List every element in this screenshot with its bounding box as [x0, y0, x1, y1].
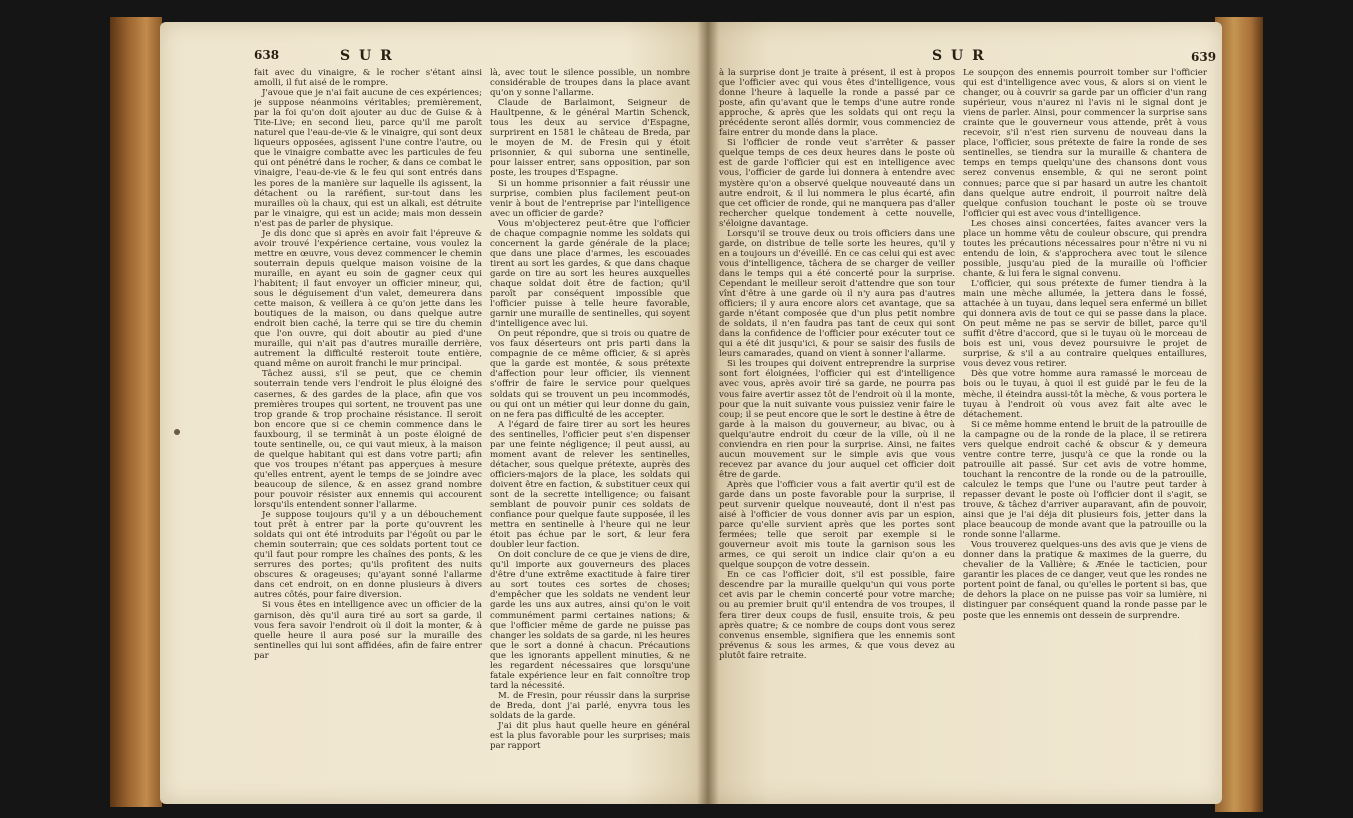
paragraph: Dès que votre homme aura ramassé le morceau de bois ou le tuyau, à quoi il est guidé par le feu de la mèche, il éteindra aussi-tôt la mèche, & vous portera le tuyau à l'endroit où vous avez fait alte avec le détachement. [963, 369, 1207, 420]
paragraph: Si les troupes qui doivent entreprendre la surprise sont fort éloignées, l'officier qui est d'intelligence avec vous, après avoir tiré sa garde, ne pourra pas vous faire avertir assez tôt de l'endroit où il la monte, pour que la nuit suivante vous puissiez venir faire le coup; il se peut encore que le sort le destine à être de garde à la maison du gouverneur, au bivac, ou à quelqu'autre endroit du cœur de la ville, où il ne conviendra en rien pour la surprise. Ainsi, ne faites aucun mouvement sur le simple avis que vous recevez par avance du jour auquel cet officier doit être de garde. [719, 359, 955, 480]
paragraph: fait avec du vinaigre, & le rocher s'étant ainsi amolli, il fut aisé de le rompre. [254, 68, 482, 89]
right-column-2 [963, 68, 1207, 790]
right-column-1 [719, 68, 955, 790]
paragraph: Si un homme prisonnier a fait réussir une surprise, combien plus facilement peut-on venir à bout de l'entreprise par l'intelligence avec un officier de garde? [490, 178, 690, 219]
right-page-number: 639 [1191, 50, 1217, 64]
book-gutter [697, 22, 719, 804]
page-mark [174, 429, 180, 435]
paragraph: Claude de Barlaimont, Seigneur de Haultpenne, & le général Martin Schenck, tous les deux au service d'Espagne, surprirent en 1581 le château de Breda, par le moyen de M. de Fresin qui y étoit prisonnier, & qui suborna une sentinelle, pour laisser entrer, sans opposition, par son poste, les troupes d'Espagne. [490, 98, 690, 179]
paragraph: Le soupçon des ennemis pourroit tomber sur l'officier qui est d'intelligence avec vous, & alors si on vient le changer, ou à couvrir sa garde par un officier d'un rang supérieur, vous n'aurez ni l'avis ni le signal dont je viens de parler. Ainsi, pour commencer la surprise sans crainte que le gouverneur vous attende, prêt à vous recevoir, s'il n'est rien survenu de nouveau dans la place, l'officier, sous prétexte de faire la ronde de ses sentinelles, se tiendra sur la muraille & chantera de temps en temps quelqu'une des chansons dont vous serez convenus ensemble, & qui ne seront point connues; parce que si par hasard un autre les chantoit dans quelque autre endroit, il pourroit naître delà quelque confusion touchant le poste où se trouve l'officier qui est avec vous d'intelligence. [963, 68, 1207, 219]
paragraph: J'ai dit plus haut quelle heure en général est la plus favorable pour les surprises; mais par rapport [490, 721, 690, 752]
paragraph: Après que l'officier vous a fait avertir qu'il est de garde dans un poste favorable pour la surprise, il peut survenir quelque nouveauté, dont il n'est pas aisé à l'officier de vous donner avis par un espion, parce qu'elle survient après que les portes sont fermées; telle que seroit par exemple si le gouverneur avoit mis toute la garnison sous les armes, ce qui seroit un indice clair qu'on a eu quelque soupçon de votre dessein. [719, 479, 955, 571]
right-page [707, 22, 1222, 804]
paragraph: Je suppose toujours qu'il y a un débouchement tout prêt à entrer par la porte qu'ouvrent les soldats qui ont été introduits par l'égoût ou par le chemin souterrain; que ces soldats portent tout ce qu'il faut pour rompre les chaînes des ponts, & les serrures des portes; qu'ils profitent des nuits obscures & orageuses; qu'ayant sonné l'allarme dans cet endroit, on en donne plusieurs à divers autres côtés, pour faire diversion. [254, 510, 482, 601]
paragraph: M. de Fresin, pour réussir dans la surprise de Breda, dont j'ai parlé, enyvra tous les soldats de la garde. [490, 690, 690, 721]
paragraph: L'officier, qui sous prétexte de fumer tiendra à la main une mèche allumée, la jettera dans le fossé, attachée à un tuyau, dans lequel sera enfermé un billet qui donnera avis de tout ce qui se passe dans la place. On peut même ne pas se servir de billet, parce qu'il suffit d'être d'accord, que si le tuyau où le morceau de bois est uni, vous devez poursuivre le projet de surprise, & s'il a au contraire quelques entaillures, vous devez vous retirer. [963, 278, 1207, 370]
paragraph: A l'égard de faire tirer au sort les heures des sentinelles, l'officier peut s'en dispenser par une feinte négligence; il peut aussi, au moment avant de relever les sentinelles, détacher, sous quelque prétexte, auprès des officiers-majors de la place, les soldats qui doivent être en faction, & substituer ceux qui sont de la secrette intelligence; ou faisant semblant de pouvoir punir ces soldats de confiance pour quelque faute supposée, il les mettra en sentinelle à l'heure qui ne leur étoit pas échue par le sort, & leur fera doubler leur faction. [490, 419, 690, 551]
left-page-edges [110, 17, 162, 807]
paragraph: On doit conclure de ce que je viens de dire, qu'il importe aux gouverneurs des places d'être d'une extrême exactitude à faire tirer au sort toutes ces sortes de choses; d'empêcher que les soldats ne vendent leur garde les uns aux autres, ainsi qu'on le voit communément parmi certaines nations; & que l'officier même de garde ne puisse pas changer les soldats de sa garde, ni les heures que le sort a donné à chacun. Précautions que les ignorants appellent minuties, & ne les regardent nécessaires que lorsqu'une fatale expérience leur en fait connoître trop tard la nécessité. [490, 550, 690, 691]
left-page [160, 22, 707, 804]
left-page-number: 638 [254, 48, 280, 62]
right-running-head: S U R [932, 48, 986, 64]
left-column-1 [254, 68, 482, 790]
paragraph: On peut répondre, que si trois ou quatre de vos faux déserteurs ont pris parti dans la compagnie de ce même officier, & si après que la garde est montée, & sous prétexte d'affection pour leur officier, ils viennent s'offrir de faire le service pour quelques soldats qui se trouvent un peu incommodés, ou qui ont un métier qui leur donne du gain, on ne fera pas difficulté de les accepter. [490, 329, 690, 420]
paragraph: à la surprise dont je traite à présent, il est à propos que l'officier avec qui vous êtes d'intelligence, vous donne l'heure à laquelle la ronde a passé par ce poste, afin qu'avant que le temps d'une autre ronde approche, & après que les soldats qui ont reçu la précédente seront allés dormir, vous commenciez de faire entrer du monde dans la place. [719, 68, 955, 139]
right-page-edges [1215, 17, 1263, 812]
paragraph: Vous m'objecterez peut-être que l'officier de chaque compagnie nomme les soldats qui concernent la garde générale de la place; que dans une place d'armes, les escouades tirent au sort les gardes, & que dans chaque garde on tire au sort les heures auxquelles chaque soldat doit être de faction; qu'il paroît par conséquent impossible que l'officier puisse à telle heure favorable, garnir une muraille de sentinelles, qui soyent d'intelligence avec lui. [490, 218, 690, 330]
paragraph: Vous trouverez quelques-uns des avis que je viens de donner dans la pratique & maximes de la guerre, du chevalier de la Vallière; & Ænée le tacticien, pour garantir les places de ce danger, veut que les rondes ne portent point de fanal, ou qu'elles le portent si bas, que de dehors la place on ne puisse pas voir sa lumière, ni distinguer par conséquent quand la ronde passe par le poste que les ennemis ont dessein de surprendre. [963, 540, 1207, 621]
paragraph: Si l'officier de ronde veut s'arrêter & passer quelque temps de ces deux heures dans le poste où est de garde l'officier qui est en intelligence avec vous, l'officier de garde lui donnera à entendre avec mystère qu'on a observé quelque nouveauté dans un autre endroit, & il lui nommera le plus écarté, afin que cet officier de ronde, qui ne manquera pas d'aller rechercher quelque tondement à cette nouvelle, s'éloigne davantage. [719, 138, 955, 229]
paragraph: Si vous êtes en intelligence avec un officier de la garnison, dès qu'il aura tiré au sort sa garde, il vous fera savoir l'endroit où il doit la monter, & à quelle heure il aura posé sur la muraille des sentinelles qui lui sont affidées, afin de faire entrer par [254, 600, 482, 661]
paragraph: Les choses ainsi concertées, faites avancer vers la place un homme vêtu de couleur obscure, qui prendra toutes les précautions nécessaires pour n'être ni vu ni entendu de loin, & s'approchera avec tout le silence possible, jusqu'au pied de la muraille où l'officier chante, & lui fera le signal convenu. [963, 218, 1207, 279]
paragraph: En ce cas l'officier doit, s'il est possible, faire descendre par la muraille quelqu'un qui vous porte cet avis par le chemin concerté pour votre marche; ou au premier bruit qu'il entendra de vos troupes, il fera tirer deux coups de fusil, ensuite trois, & peu après quatre; & ce nombre de coups dont vous serez convenus ensemble, signifiera que les ennemis sont prévenus & sous les armes, & que vous devez au plutôt faire retraite. [719, 570, 955, 661]
left-column-2 [490, 68, 690, 790]
paragraph: Je dis donc que si après en avoir fait l'épreuve & avoir trouvé l'expérience certaine, vous voulez la mettre en œuvre, vous devez commencer le chemin souterrain depuis quelque maison voisine de la muraille, en ayant eu soin de gagner ceux qui l'habitent; il faut envoyer un officier mineur, qui, sous le déguisement d'un valet, demeurera dans cette maison, & veillera à ce qu'on jette dans les boutiques de la maison, ou dans quelque autre endroit bien caché, la terre qui se tire du chemin que l'on ouvre, qui doit aboutir au pied d'une muraille, qui n'ait pas d'autres muraille derrière, autrement la difficulté resteroit toute entière, quand même on auroit franchi le mur principal. [254, 228, 482, 370]
left-running-head: S U R [340, 48, 394, 64]
paragraph: Lorsqu'il se trouve deux ou trois officiers dans une garde, on distribue de telle sorte les heures, qu'il y en a toujours un d'éveillé. En ce cas celui qui est avec vous d'intelligence, tâchera de se charger de veiller dans le temps qui a été concerté pour la surprise. Cependant le meilleur seroit d'attendre que son tour vînt d'être à une garde où il n'y aura pas d'autres officiers; il y aura encore alors cet avantage, que sa garde n'étant composée que d'un plus petit nombre de soldats, il n'en faudra pas tant de ceux qui sont dans la confidence de l'officier pour exécuter tout ce qui a été dit jusqu'ici, & pour se saisir des fusils de leurs camarades, quand on vient à sonner l'allarme. [719, 228, 955, 360]
paragraph: là, avec tout le silence possible, un nombre considérable de troupes dans la place avant qu'on y sonne l'allarme. [490, 68, 690, 99]
paragraph: J'avoue que je n'ai fait aucune de ces expériences; je suppose néanmoins véritables; premièrement, par la foi qu'on doit ajouter au duc de Guise & à Tite-Live; en second lieu, parce qu'il me paroît naturel que l'eau-de-vie & le vinaigre, qui sont deux liqueurs opposées, agissent l'une contre l'autre, ou que le vinaigre combatte avec les particules de feu qui ont pénétré dans le rocher, & dans ce combat le vinaigre, l'eau-de-vie & le feu qui sont entrés dans les pores de la manière sur laquelle ils agissent, la détachent ou la raréfient, sur-tout dans les murailles où la chaux, qui est un alkali, est détruite par le vinaigre, qui est un acide; mais mon dessein n'est pas de parler de physique. [254, 88, 482, 229]
paragraph: Si ce même homme entend le bruit de la patrouille de la campagne ou de la ronde de la place, il se retirera vers quelque endroit caché & obscur & y demeura ventre contre terre, jusqu'à ce que la ronde ou la patrouille ait passé. Sur cet avis de votre homme, touchant la rencontre de la ronde ou de la patrouille, calculez le temps que l'une ou l'autre peut tarder à repasser devant le poste où l'officier dont il s'agit, se trouve, & tâchez d'arriver auparavant, afin de pouvoir, ainsi que je l'ai déja dit plusieurs fois, jetter dans la place beaucoup de monde avant que la patrouille ou la ronde sonne l'allarme. [963, 419, 1207, 541]
paragraph: Tâchez aussi, s'il se peut, que ce chemin souterrain tende vers l'endroit le plus éloigné des casernes, & des gardes de la place, afin que vos premières troupes qui sortent, ne trouvent pas une trop grande & trop prochaine résistance. Il seroit bon encore que si ce chemin commence dans le fauxbourg, il se terminât à un poste éloigné de toute sentinelle, ou, ce qui vaut mieux, à la maison de quelque habitant qui est dans votre parti; afin que vos troupes n'étant pas apperçues à mesure qu'elles entrent, ayent le temps de se joindre avec beaucoup de silence, & en assez grand nombre pour pouvoir résister aux ennemis qui accourent lorsqu'ils entendent sonner l'allarme. [254, 369, 482, 511]
